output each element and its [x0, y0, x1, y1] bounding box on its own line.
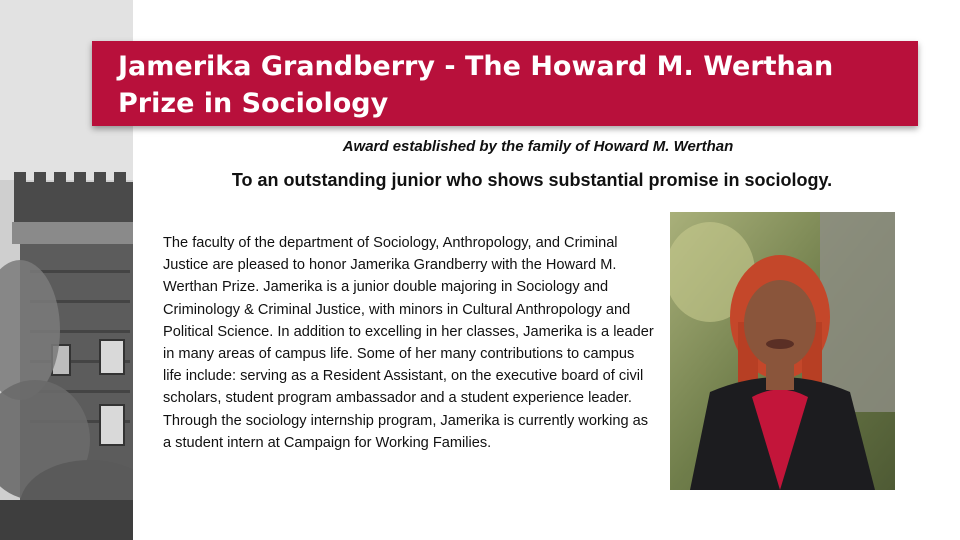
award-subtitle: Award established by the family of Howard M. Werthan [342, 138, 734, 155]
recipient-portrait [670, 212, 895, 490]
award-description: The faculty of the department of Sociology, Anthropology, and Criminal Justice are pleased to honor Jamerika Grandberry with the Howard M. Werthan Prize. Jamerika is a junior double majoring in Sociology and Criminology & Criminal Justice, with minors in Cultural Anthropology and Political Science. In addition to excelling in her classes, Jamerika is a leader in many areas of campus life. Some of her many contributions to campus life include: serving as a Resident Assistant, on the executive board of civil scholars, student program ambassador and a student experience leader. Through the sociology internship program, Jamerika is currently working as a student intern at Campaign for Working Families. [163, 235, 654, 451]
award-tagline: To an outstanding junior who shows substantial promise in sociology. [231, 170, 833, 190]
portrait-illustration [670, 212, 895, 490]
title-banner [92, 41, 918, 126]
slide-title: Jamerika Grandberry - The Howard M. Werthan Prize in Sociology [118, 51, 834, 119]
